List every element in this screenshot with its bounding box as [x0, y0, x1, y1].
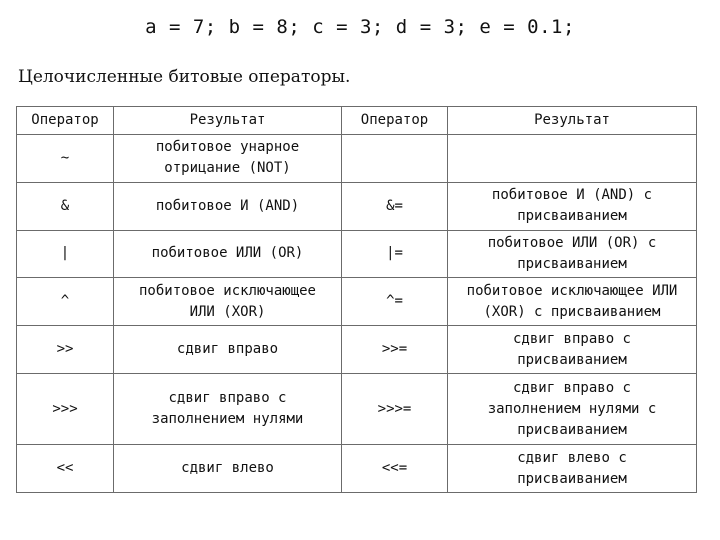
operator-cell: ~ [17, 135, 114, 183]
assign-result-cell [448, 135, 697, 183]
assign-operator-cell: >>= [342, 326, 448, 374]
operator-cell: >>> [17, 373, 114, 444]
assign-operator-cell [342, 135, 448, 183]
column-header-operator: Оператор [17, 107, 114, 135]
assign-operator-cell: <<= [342, 445, 448, 493]
assign-result-cell: побитовое ИЛИ (OR) с присваиванием [448, 230, 697, 278]
table-row [17, 230, 697, 278]
operator-cell: << [17, 445, 114, 493]
table-row [17, 135, 697, 183]
table-row [17, 326, 697, 374]
variables-header: a = 7; b = 8; c = 3; d = 3; e = 0.1; [145, 16, 575, 38]
column-header-operator-assign: Оператор [342, 107, 448, 135]
assign-operator-cell: |= [342, 230, 448, 278]
table-row [17, 182, 697, 230]
operator-cell: ^ [17, 278, 114, 326]
result-cell: побитовое ИЛИ (OR) [114, 230, 342, 278]
assign-result-cell: побитовое И (AND) с присваиванием [448, 182, 697, 230]
assign-result-cell: побитовое исключающее ИЛИ (XOR) с присваиванием [448, 278, 697, 326]
operator-cell: | [17, 230, 114, 278]
section-title: Целочисленные битовые операторы. [18, 67, 351, 87]
result-cell: сдвиг вправо с заполнением нулями [114, 373, 342, 444]
result-cell: сдвиг вправо [114, 326, 342, 374]
column-header-result: Результат [114, 107, 342, 135]
table-row [17, 373, 697, 444]
assign-operator-cell: ^= [342, 278, 448, 326]
table-row [17, 278, 697, 326]
result-cell: побитовое И (AND) [114, 182, 342, 230]
assign-operator-cell: &= [342, 182, 448, 230]
assign-result-cell: сдвиг влево с присваиванием [448, 445, 697, 493]
result-cell: побитовое унарное отрицание (NOT) [114, 135, 342, 183]
operator-cell: >> [17, 326, 114, 374]
column-header-result-assign: Результат [448, 107, 697, 135]
operators-table [16, 106, 697, 493]
table-row [17, 445, 697, 493]
table-header-row [17, 107, 697, 135]
assign-result-cell: сдвиг вправо с присваиванием [448, 326, 697, 374]
result-cell: сдвиг влево [114, 445, 342, 493]
assign-result-cell: сдвиг вправо с заполнением нулями с присваиванием [448, 373, 697, 444]
assign-operator-cell: >>>= [342, 373, 448, 444]
operator-cell: & [17, 182, 114, 230]
result-cell: побитовое исключающее ИЛИ (XOR) [114, 278, 342, 326]
